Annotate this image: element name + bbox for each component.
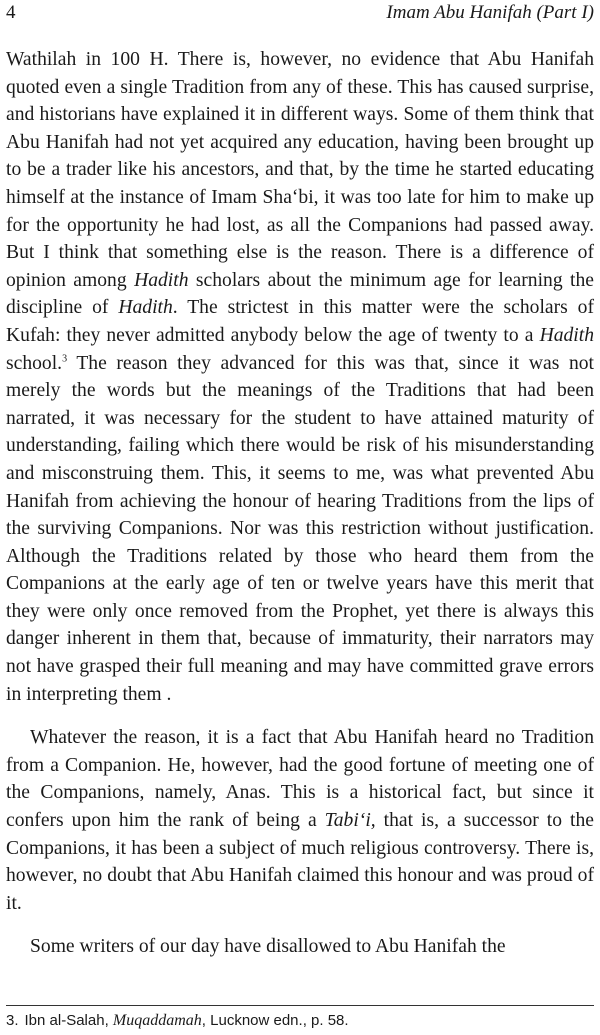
- paragraph: [6, 46, 594, 708]
- text-run: The reason they advanced for this was that, since it was not merely the words but the meanings of the Traditions that had been narrated, it was necessary for the student to have attained maturity of understanding, failing which there would be risk of his misunderstanding and misconstruing them. This, it seems to me, was what prevented Abu Hanifah from achieving the honour of hearing Traditions from the lips of the surviving Companions. Nor was this restriction without justification. Although the Traditions related by those who heard them from the Companions at the early age of ten or twelve years have this merit that they were only once removed from the Prophet, yet there is always this danger inherent in them that, because of immaturity, their narrators may not have grasped their full meaning and may have committed grave errors in interpreting them .: [6, 352, 594, 705]
- text-run: Some writers of our day have disallowed to Abu Hanifah the: [30, 936, 506, 958]
- paragraph: [6, 933, 594, 961]
- text-run: scholars about the minimum age for learning the discipline of: [6, 269, 594, 319]
- text-run: school.: [6, 352, 63, 374]
- page-header: [6, 0, 594, 26]
- footnote-text-after: , Lucknow edn., p. 58.: [201, 1012, 349, 1029]
- footnote-title: Muqaddamah: [112, 1012, 202, 1029]
- italic-term: Tabi‘i,: [324, 810, 376, 832]
- footnote-rule: [6, 1005, 594, 1006]
- text-run: Wathilah in 100 H. There is, however, no evidence that Abu Hanifah quoted even a single Tradition from any of these. This has caused surprise, and historians have explained it in different ways. Some of them think that Abu Hanifah had not yet acquired any education, having been brought up to be a trader like his ancestors, and that, by the time he started educating himself at the instance of Imam Sha‘bi, it was too late for him to make up for the opportunity he had lost, as all the Companions had passed away. But I think that something else is the reason. There is a difference of opinion among: [6, 49, 594, 291]
- footnote-text-before: Ibn al-Salah,: [24, 1012, 113, 1029]
- footnote-number: 3.: [6, 1012, 19, 1029]
- italic-term: Hadith: [134, 269, 189, 291]
- page-number: 4: [6, 2, 16, 23]
- text-run: . The strictest in this matter were the scholars of Kufah: they never admitted anybody below the age of twenty to a: [6, 297, 594, 346]
- italic-term: Hadith: [118, 297, 173, 319]
- running-head: Imam Abu Hanifah (Part I): [386, 2, 594, 23]
- italic-term: Hadith: [539, 324, 594, 346]
- text-run: that is, a successor to the Companions, it has been a subject of much religious controversy. There is, however, no doubt that Abu Hanifah claimed this honour and was proud of it.: [6, 810, 594, 914]
- footnote: [6, 1011, 349, 1031]
- footnote-reference: 3: [62, 353, 68, 364]
- paragraph: [6, 724, 594, 917]
- text-run: Whatever the reason, it is a fact that Abu Hanifah heard no Tradition from a Companion. He, however, had the good fortune of meeting one of the Companions, namely, Anas. This is a historical fact, but since it confers upon him the rank of being a: [6, 727, 594, 832]
- body-text: [6, 46, 594, 961]
